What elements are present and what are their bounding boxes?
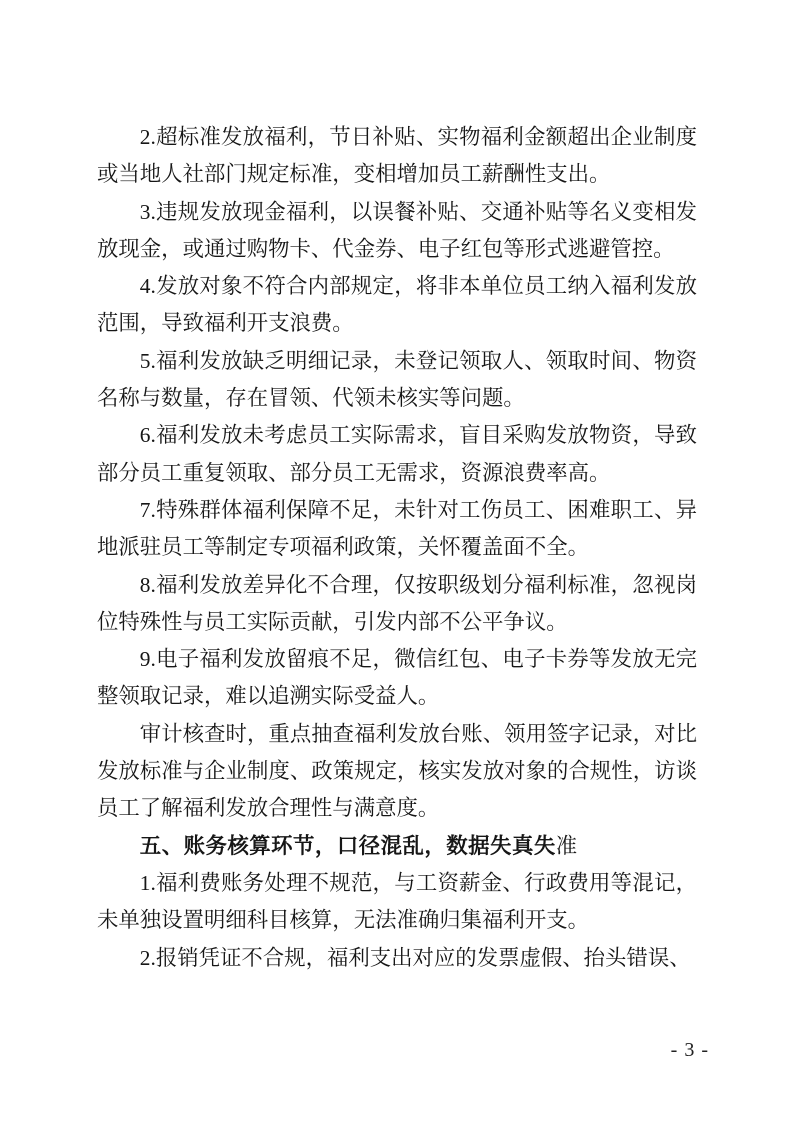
paragraph: 审计核查时，重点抽查福利发放台账、领用签字记录，对比发放标准与企业制度、政策规定，核实发放对象的合规性，访谈员工了解福利发放合理性与满意度。 (97, 721, 697, 821)
page-number: - 3 - (670, 1039, 709, 1061)
paragraph: 2.报销凭证不合规，福利支出对应的发票虚假、抬头错误、 (139, 945, 691, 970)
section-heading (97, 828, 697, 865)
paragraph: 2.超标准发放福利，节日补贴、实物福利金额超出企业制度或当地人社部门规定标准，变相增加员工薪酬性支出。 (97, 125, 697, 187)
paragraph: 8.福利发放差异化不合理，仅按职级划分福利标准，忽视岗位特殊性与员工实际贡献，引发内部不公平争议。 (97, 572, 697, 634)
paragraph: 1.福利费账务处理不规范，与工资薪金、行政费用等混记，未单独设置明细科目核算，无法准确归集福利开支。 (97, 870, 697, 933)
document-body (97, 119, 697, 977)
paragraph: 6.福利发放未考虑员工实际需求，盲目采购发放物资，导致部分员工重复领取、部分员工无需求，资源浪费率高。 (97, 423, 697, 485)
paragraph: 3.违规发放现金福利，以误餐补贴、交通补贴等名义变相发放现金，或通过购物卡、代金券、电子红包等形式逃避管控。 (97, 199, 697, 261)
paragraph: 5.福利发放缺乏明细记录，未登记领取人、领取时间、物资名称与数量，存在冒领、代领未核实等问题。 (97, 348, 697, 411)
paragraph: 7.特殊群体福利保障不足，未针对工伤员工、困难职工、异地派驻员工等制定专项福利政策，关怀覆盖面不全。 (97, 497, 697, 560)
page-footer (671, 1038, 709, 1062)
section-heading-tail-text: 准 (555, 833, 578, 858)
section-heading-bold-text: 五、账务核算环节，口径混乱，数据失真失 (139, 833, 556, 858)
paragraph: 9.电子福利发放留痕不足，微信红包、电子卡券等发放无完整领取记录，难以追溯实际受益人。 (97, 647, 697, 709)
paragraph: 4.发放对象不符合内部规定，将非本单位员工纳入福利发放范围，导致福利开支浪费。 (97, 274, 697, 336)
